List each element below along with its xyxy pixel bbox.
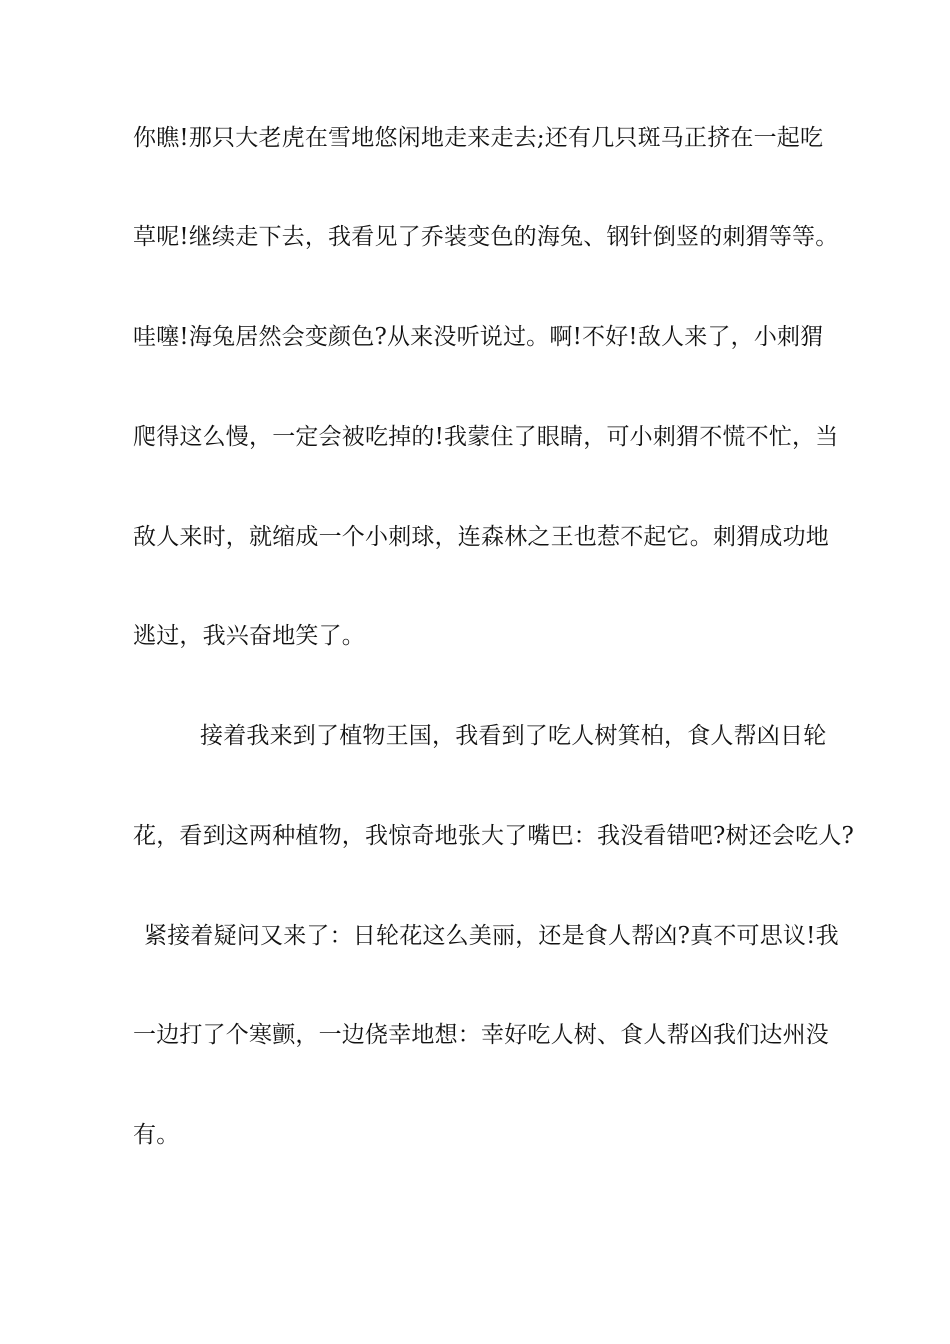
text-line: 哇噻!海兔居然会变颜色?从来没听说过。啊!不好!敌人来了，小刺猬 <box>133 324 824 350</box>
text-line: 你瞧!那只大老虎在雪地悠闲地走来走去;还有几只斑马正挤在一起吃 <box>133 125 824 151</box>
text-line: 草呢!继续走下去，我看见了乔装变色的海兔、钢针倒竖的刺猬等等。 <box>133 224 839 250</box>
text-line: 逃过，我兴奋地笑了。 <box>133 623 365 649</box>
text-line: 花，看到这两种植物，我惊奇地张大了嘴巴：我没看错吧?树还会吃人? <box>133 823 855 849</box>
paragraph-first-line: 接着我来到了植物王国，我看到了吃人树箕柏，食人帮凶日轮 <box>200 723 827 749</box>
text-line: 紧接着疑问又来了：日轮花这么美丽，还是食人帮凶?真不可思议!我 <box>144 923 839 949</box>
text-line: 一边打了个寒颤，一边侥幸地想：幸好吃人树、食人帮凶我们达州没 <box>133 1022 829 1048</box>
text-line: 有。 <box>133 1122 180 1148</box>
text-line: 爬得这么慢，一定会被吃掉的!我蒙住了眼睛，可小刺猬不慌不忙，当 <box>133 424 839 450</box>
text-line: 敌人来时，就缩成一个小刺球，连森林之王也惹不起它。刺猬成功地 <box>133 524 829 550</box>
